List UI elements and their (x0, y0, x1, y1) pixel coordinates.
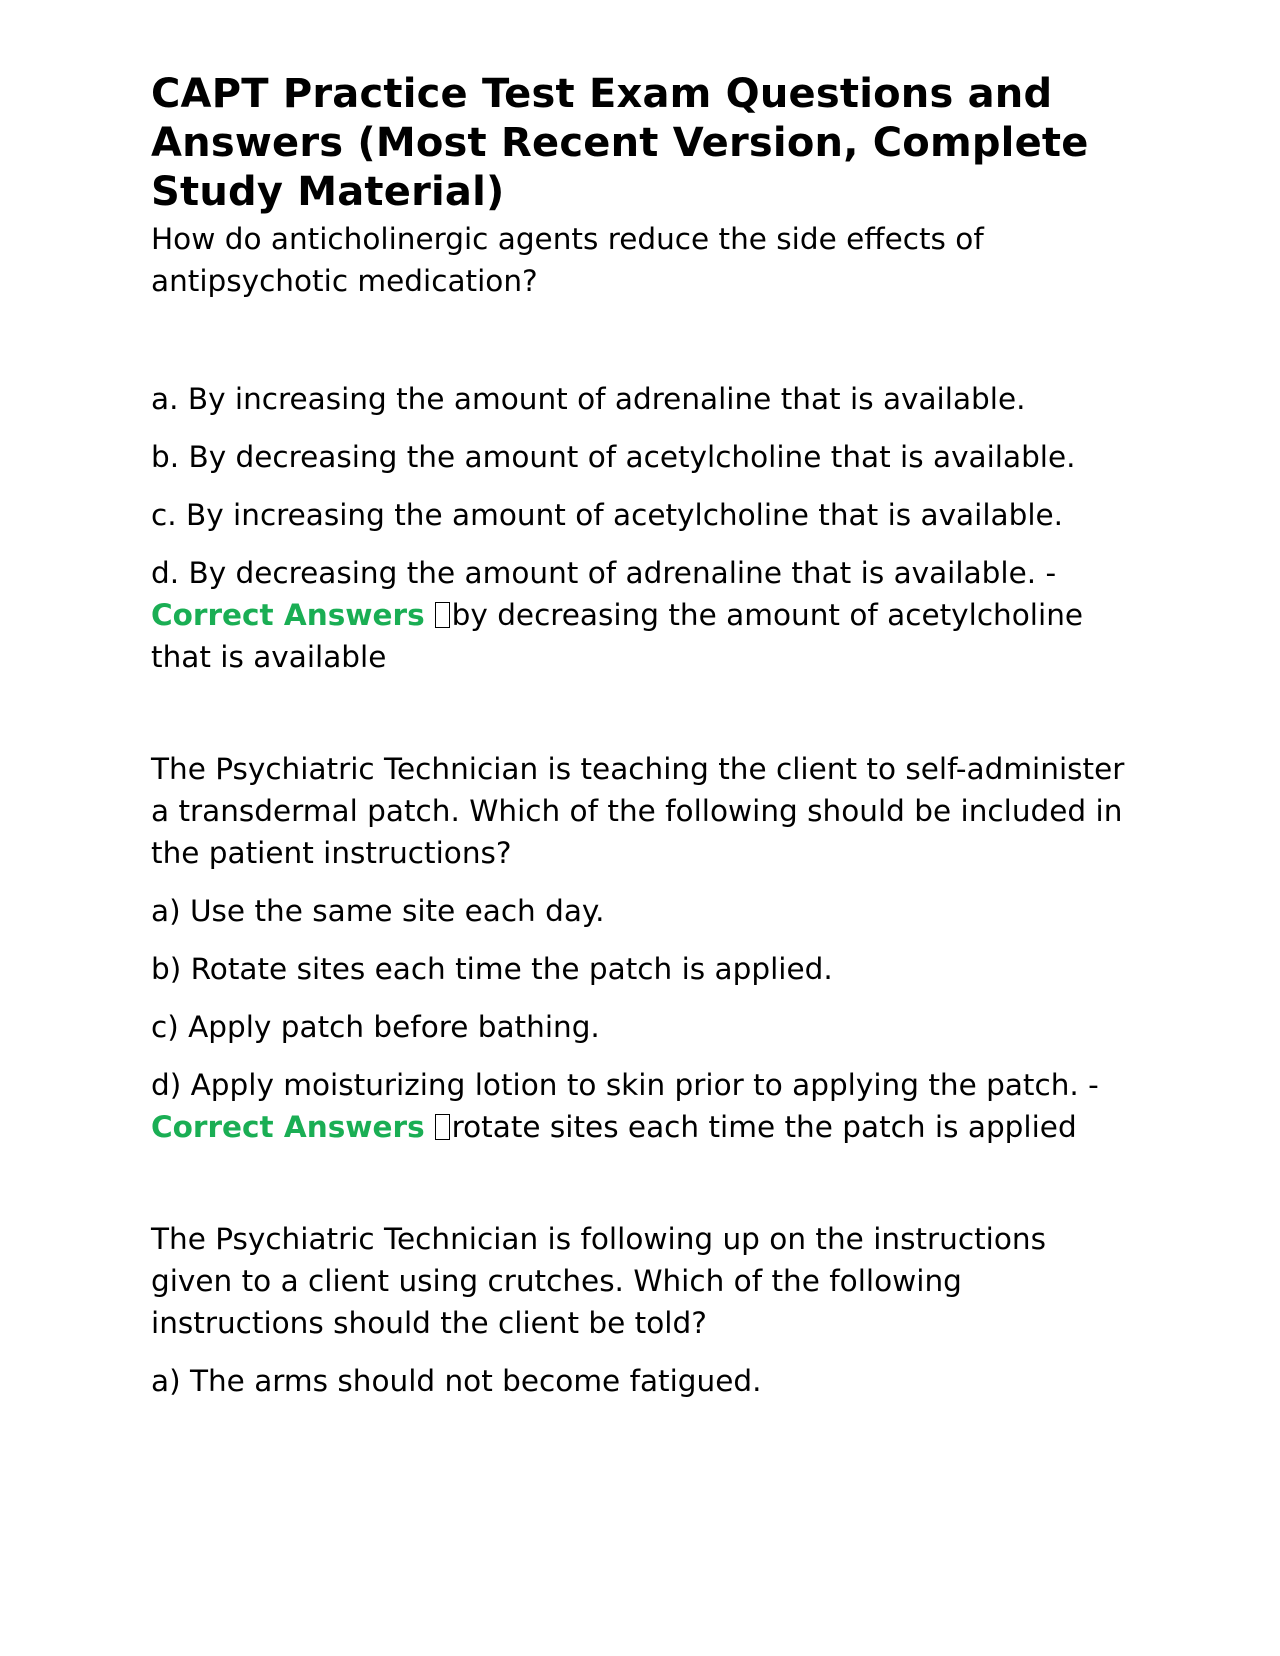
answer-option-d-text: d. By decreasing the amount of adrenaline that is available. - (151, 556, 1057, 590)
correct-answer-text: rotate sites each time the patch is applied (451, 1110, 1077, 1144)
question-1 (151, 218, 1136, 678)
answer-option-a: a) The arms should not become fatigued. (151, 1364, 762, 1398)
answer-option-d (151, 552, 1136, 678)
missing-glyph-icon (435, 1114, 450, 1140)
document-page (151, 70, 1136, 1402)
answer-option-c: c. By increasing the amount of acetylcholine that is available. (151, 498, 1064, 532)
answer-option-a: a. By increasing the amount of adrenaline that is available. (151, 382, 1026, 416)
correct-answer-text: by decreasing the amount of acetylcholine that is available (151, 598, 1084, 674)
answer-option-b: b. By decreasing the amount of acetylcholine that is available. (151, 440, 1076, 474)
question-stem: The Psychiatric Technician is following up on the instructions given to a client using crutches. Which of the following instructions should the client be told? (151, 1222, 1046, 1340)
answer-option-b: b) Rotate sites each time the patch is applied. (151, 952, 833, 986)
missing-glyph-icon (435, 602, 450, 628)
question-3 (151, 1218, 1136, 1402)
document-title: CAPT Practice Test Exam Questions and Answers (Most Recent Version, Complete Study Material) (151, 71, 1089, 215)
answer-option-d-text: d) Apply moisturizing lotion to skin prior to applying the patch. - (151, 1068, 1099, 1102)
correct-answers-label: Correct Answers (151, 1110, 425, 1144)
answer-option-a: a) Use the same site each day. (151, 894, 605, 928)
answer-option-c: c) Apply patch before bathing. (151, 1010, 600, 1044)
question-2 (151, 748, 1136, 1148)
answer-option-d (151, 1064, 1136, 1148)
question-stem: The Psychiatric Technician is teaching the client to self-administer a transdermal patch. Which of the following should be included in the patient instructions? (151, 752, 1125, 870)
question-stem: How do anticholinergic agents reduce the side effects of antipsychotic medication? (151, 222, 984, 298)
correct-answers-label: Correct Answers (151, 598, 425, 632)
